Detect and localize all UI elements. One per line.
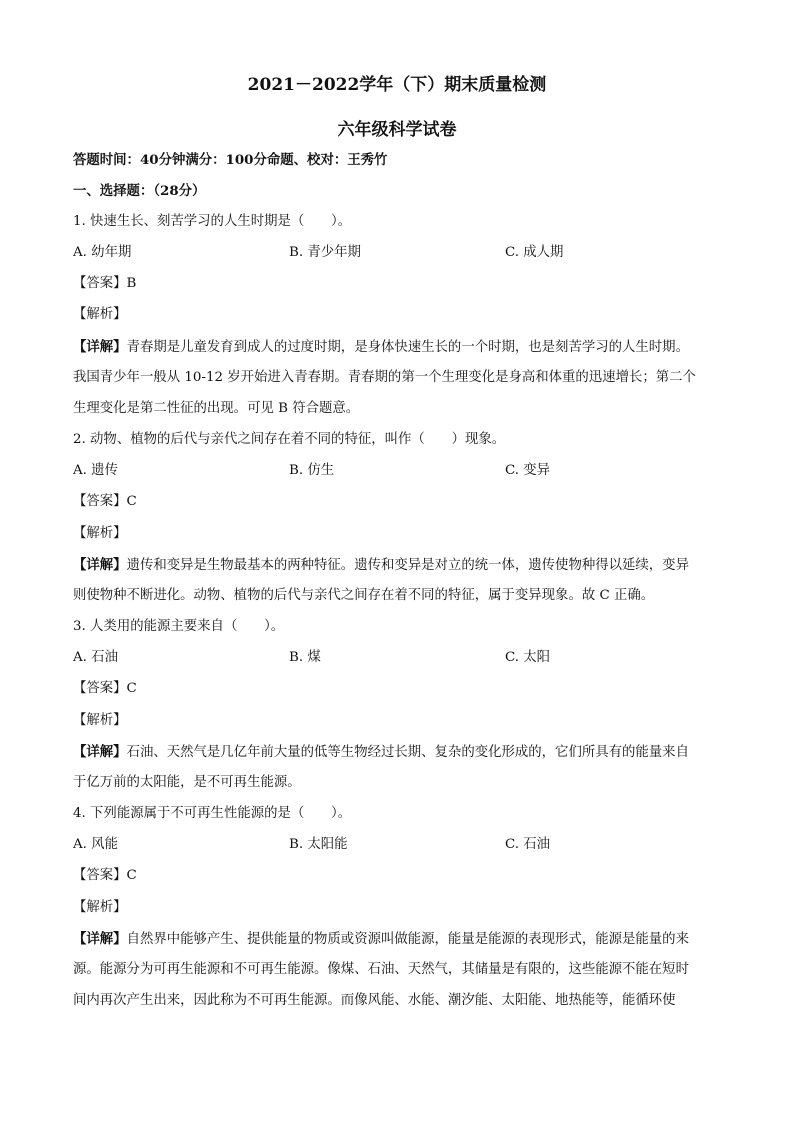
detail-line: 间内再次产生出来，因此称为不可再生能源。而像风能、水能、潮汐能、太阳能、地热能等，能循环使 [73,993,676,1008]
option-a: A. 幼年期 [73,245,132,260]
detail-line [73,742,689,763]
option-b: B. 煤 [289,650,321,665]
option-c: C. 变异 [505,463,551,478]
analysis-label: 【解析】 [73,307,127,322]
option-a: A. 风能 [73,837,118,852]
detail-line: 我国青少年一般从 10-12 岁开始进入青春期。青春期的第一个生理变化是身高和体重的迅速增长；第二个 [73,370,696,385]
option-b: B. 太阳能 [289,837,348,852]
page-title: 2021－2022学年（下）期末质量检测 [247,75,547,95]
question-stem: 1. 快速生长、刻苦学习的人生时期是（ ）。 [73,214,352,229]
option-c: C. 石油 [505,837,551,852]
detail-line: 生理变化是第二性征的出现。可见 B 符合题意。 [73,401,360,416]
detail-tag: 【详解】 [73,339,127,355]
analysis-label: 【解析】 [73,713,127,728]
detail-text: 石油、天然气是几亿年前大量的低等生物经过长期、复杂的变化形成的，它们所具有的能量来自 [126,745,689,760]
option-b: B. 青少年期 [289,245,361,260]
detail-text: 自然界中能够产生、提供能量的物质或资源叫做能源，能量是能源的表现形式，能源是能量的来 [126,932,689,947]
analysis-label: 【解析】 [73,900,127,915]
detail-tag: 【详解】 [73,557,127,573]
option-a: A. 遗传 [73,463,118,478]
answer-line: 【答案】C [73,494,137,509]
detail-text: 青春期是儿童发育到成人的过度时期，是身体快速生长的一个时期，也是刻苦学习的人生时期。 [126,340,689,355]
question-stem: 3. 人类用的能源主要来自（ ）。 [73,619,285,634]
detail-line [73,929,689,950]
option-c: C. 太阳 [505,650,551,665]
detail-tag: 【详解】 [73,744,127,760]
question-stem: 4. 下列能源属于不可再生性能源的是（ ）。 [73,806,352,821]
answer-line: 【答案】C [73,681,137,696]
option-b: B. 仿生 [289,463,335,478]
question-stem: 2. 动物、植物的后代与亲代之间存在着不同的特征，叫作（ ）现象。 [73,432,506,447]
detail-line: 于亿万前的太阳能，是不可再生能源。 [73,775,301,790]
exam-meta-line: 答题时间：40分钟满分：100分命题、校对：王秀竹 [73,152,388,168]
page-subtitle: 六年级科学试卷 [337,120,457,140]
answer-line: 【答案】C [73,868,137,883]
detail-tag: 【详解】 [73,931,127,947]
option-a: A. 石油 [73,650,118,665]
detail-line: 源。能源分为可再生能源和不可再生能源。像煤、石油、天然气，其储量是有限的，这些能源不能在短时 [73,962,689,977]
detail-line [73,555,689,576]
detail-text: 遗传和变异是生物最基本的两种特征。遗传和变异是对立的统一体，遗传使物种得以延续，变异 [126,558,689,573]
detail-line [73,337,689,358]
answer-line: 【答案】B [73,276,137,291]
detail-line: 则使物种不断进化。动物、植物的后代与亲代之间存在着不同的特征，属于变异现象。故 C 正确。 [73,588,655,603]
analysis-label: 【解析】 [73,526,127,541]
option-c: C. 成人期 [505,245,564,260]
section-title: 一、选择题：（28分） [73,183,206,199]
